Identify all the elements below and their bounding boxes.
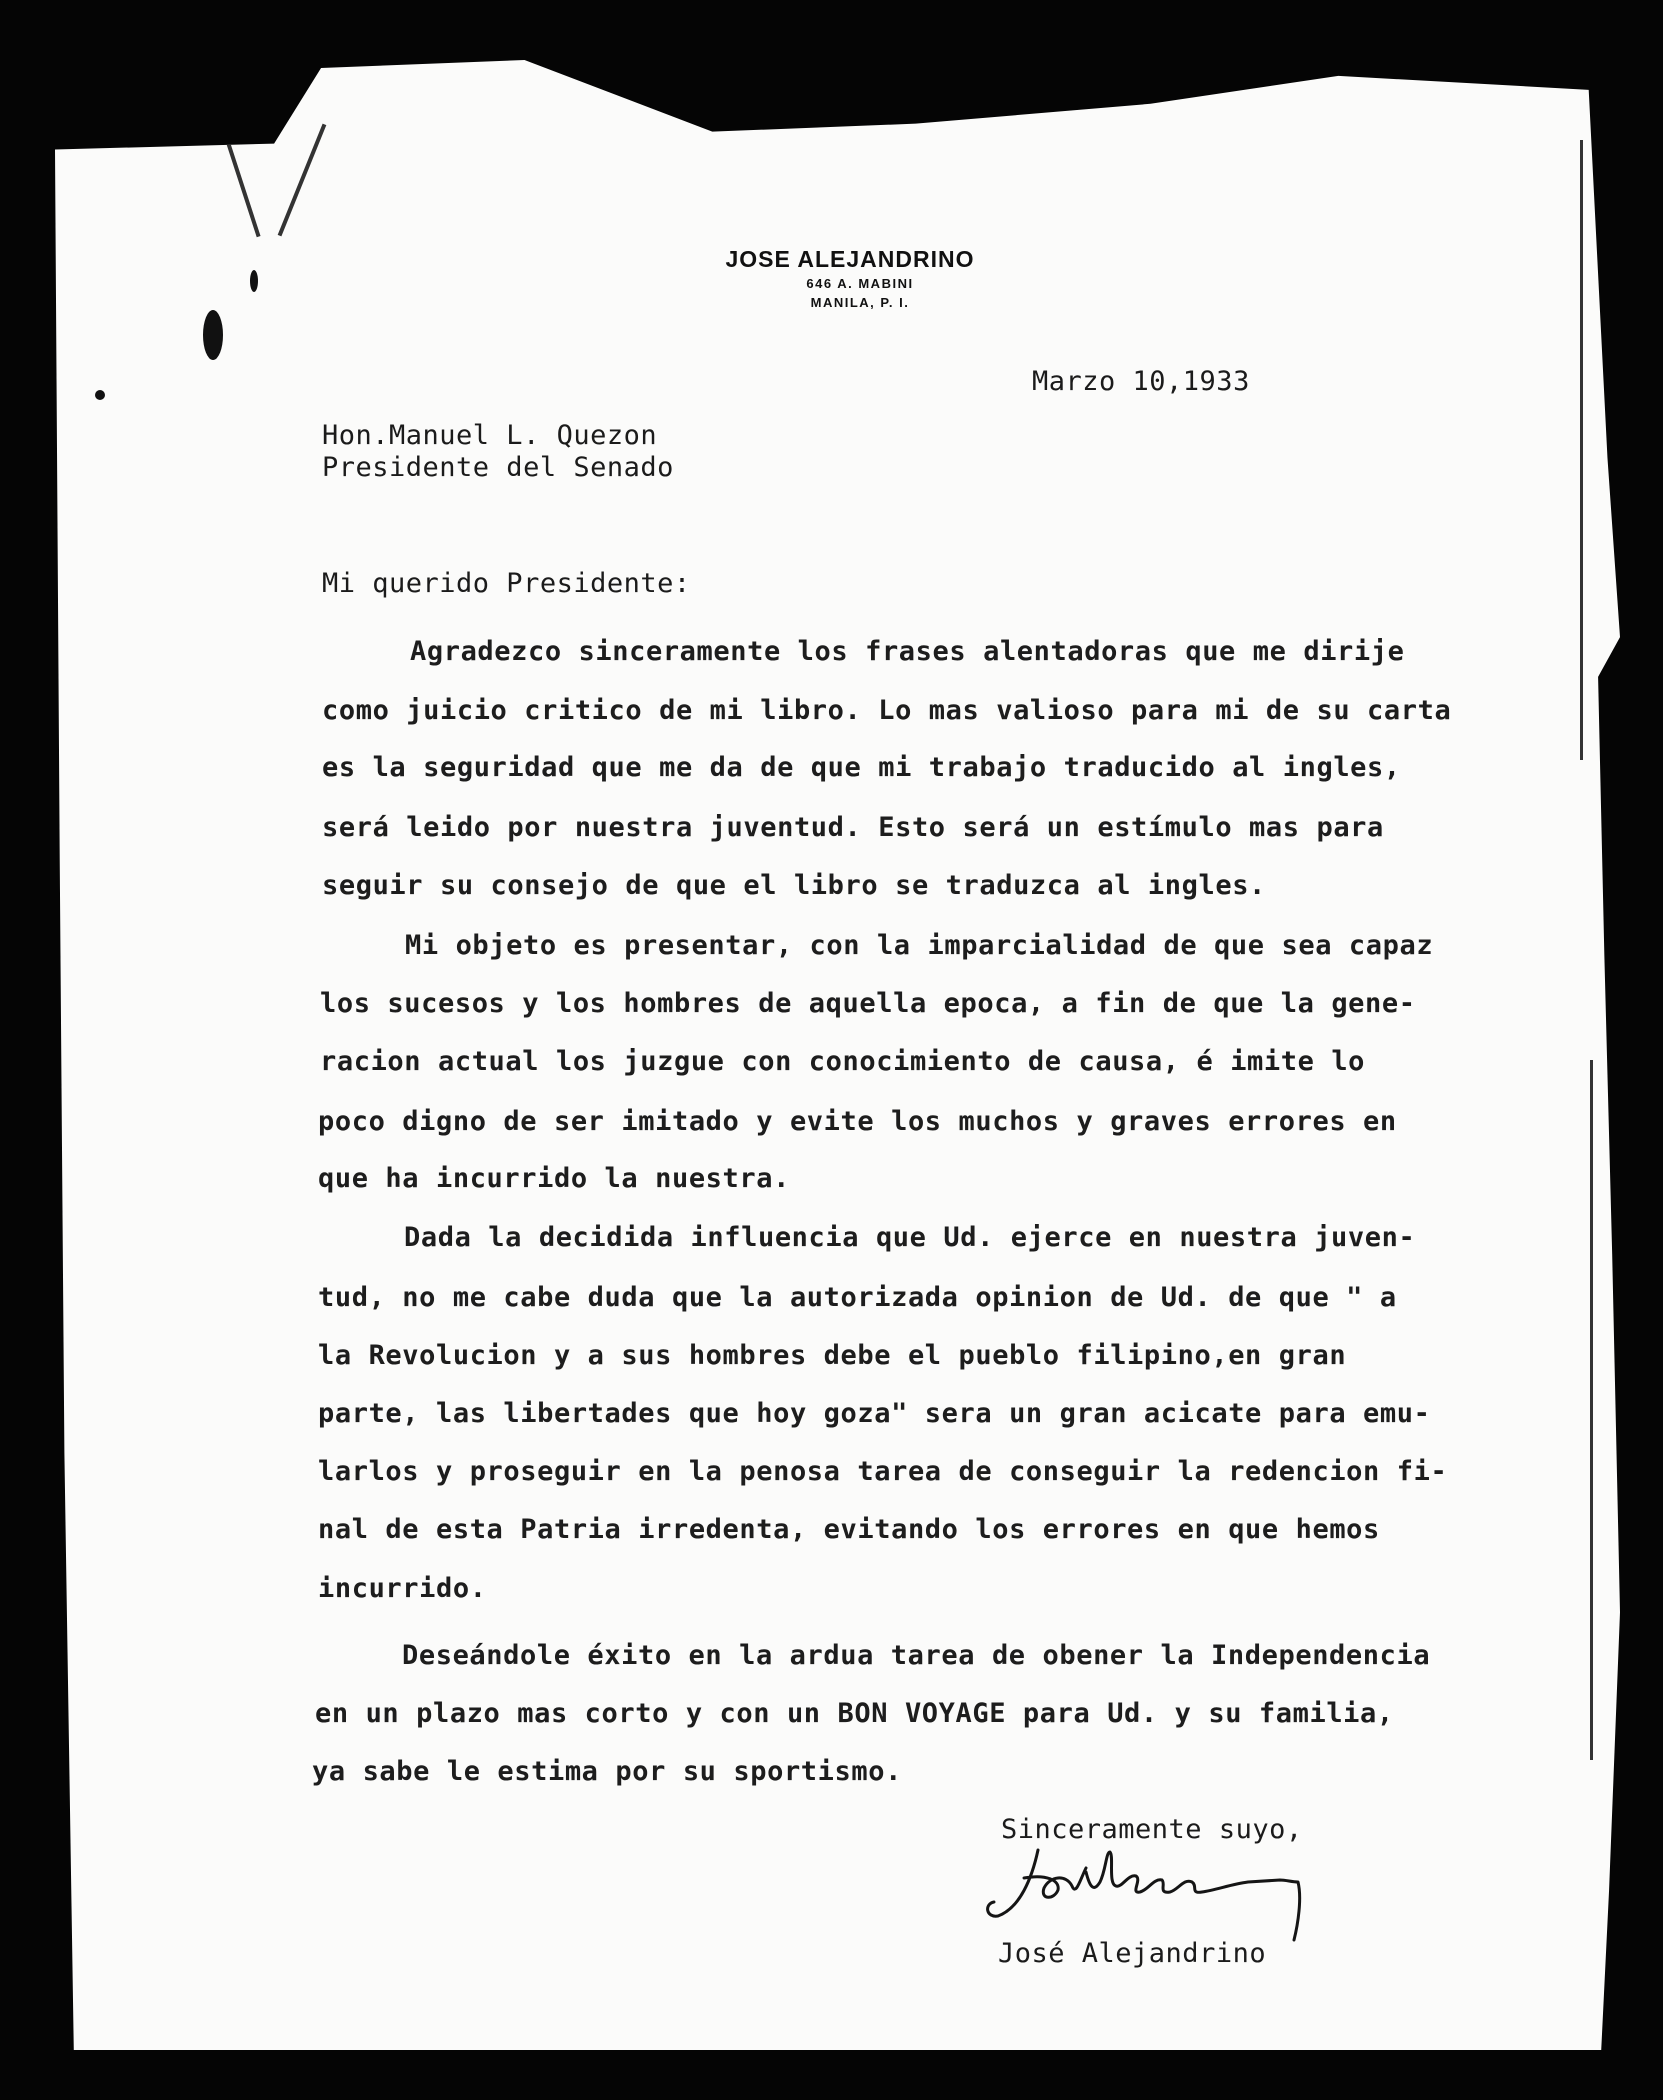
body-line: la Revolucion y a sus hombres debe el pueblo filipino,en gran [318, 1340, 1347, 1371]
body-line: será leido por nuestra juventud. Esto será un estímulo mas para [322, 812, 1384, 843]
ink-blot [95, 390, 105, 400]
letterhead-city: MANILA, P. I. [810, 295, 910, 310]
ink-blot [250, 270, 258, 292]
body-line: como juicio critico de mi libro. Lo mas valioso para mi de su carta [322, 695, 1452, 726]
body-line: los sucesos y los hombres de aquella epoca, a fin de que la gene- [320, 988, 1416, 1019]
body-line: poco digno de ser imitado y evite los muchos y graves errores en [318, 1106, 1397, 1137]
closing: Sinceramente suyo, [1001, 1814, 1303, 1845]
body-line: es la seguridad que me da de que mi trabajo traducido al ingles, [322, 752, 1401, 783]
letter-date: Marzo 10,1933 [1032, 366, 1250, 397]
body-line: Dada la decidida influencia que Ud. ejerce en nuestra juven- [404, 1222, 1416, 1253]
body-line: larlos y proseguir en la penosa tarea de conseguir la redencion fi- [318, 1456, 1448, 1487]
body-line: parte, las libertades que hoy goza" sera un gran acicate para emu- [318, 1398, 1431, 1429]
page-crease [1590, 1060, 1593, 1760]
body-line: racion actual los juzgue con conocimiento de causa, é imite lo [320, 1046, 1366, 1077]
signer-name: José Alejandrino [998, 1938, 1267, 1969]
letterhead-name: JOSE ALEJANDRINO [725, 246, 975, 272]
body-line: seguir su consejo de que el libro se traduzca al ingles. [322, 870, 1266, 901]
body-line: ya sabe le estima por su sportismo. [312, 1756, 902, 1787]
body-line: tud, no me cabe duda que la autorizada opinion de Ud. de que " a [318, 1282, 1397, 1313]
body-line: Agradezco sinceramente los frases alentadoras que me dirije [410, 636, 1405, 667]
salutation: Mi querido Presidente: [322, 568, 691, 599]
letterhead-address: 646 A. MABINI [806, 276, 914, 291]
ink-blot [203, 310, 223, 360]
body-line: Mi objeto es presentar, con la imparcialidad de que sea capaz [405, 930, 1434, 961]
recipient-name: Hon.Manuel L. Quezon [322, 420, 658, 451]
body-line: nal de esta Patria irredenta, evitando los errores en que hemos [318, 1514, 1380, 1545]
page-crease [1580, 140, 1583, 760]
handwritten-signature [980, 1838, 1340, 1948]
body-line: Deseándole éxito en la ardua tarea de obener la Independencia [402, 1640, 1431, 1671]
body-line: en un plazo mas corto y con un BON VOYAGE para Ud. y su familia, [315, 1698, 1394, 1729]
body-line: incurrido. [318, 1573, 487, 1604]
recipient-title: Presidente del Senado [322, 452, 674, 483]
body-line: que ha incurrido la nuestra. [318, 1163, 790, 1194]
page-crease [278, 124, 327, 237]
